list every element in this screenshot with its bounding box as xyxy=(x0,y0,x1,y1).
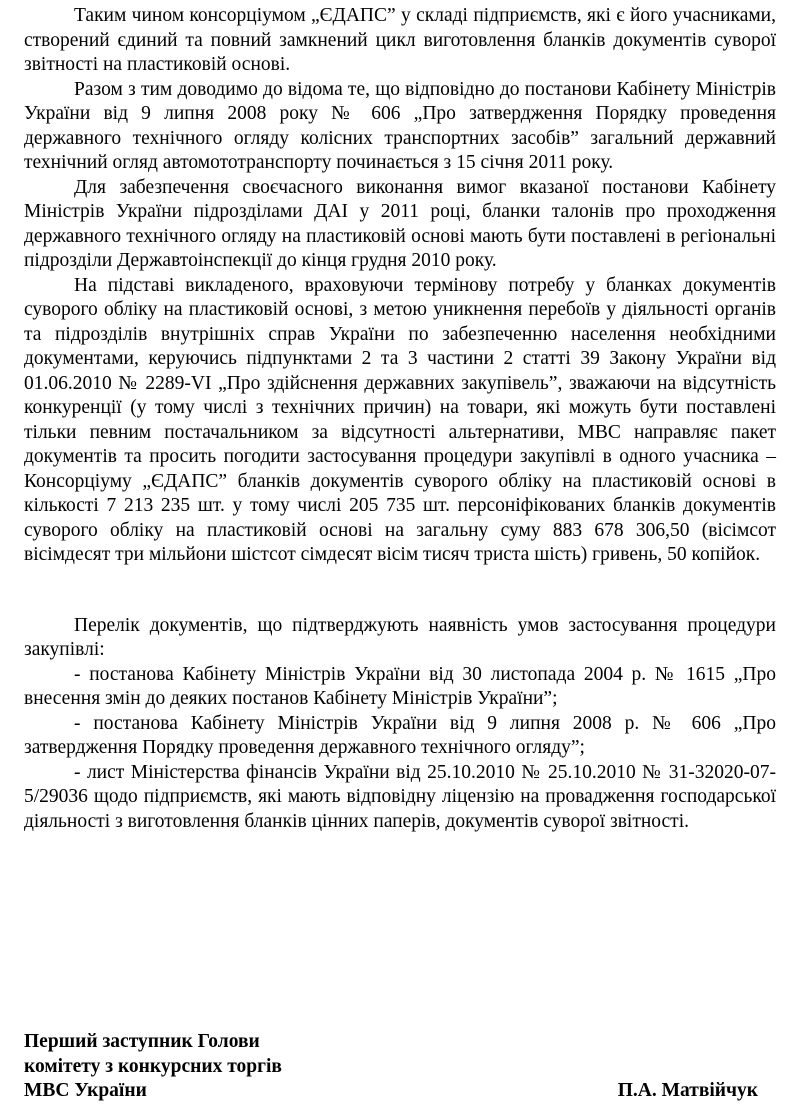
document-list-item: - постанова Кабінету Міністрів України від 9 липня 2008 р. № 606 „Про затвердження Порядку проведення державного технічного огляду”; xyxy=(24,712,776,758)
signature-ministry-line: МВС України xyxy=(24,1080,147,1101)
document-list-item: - лист Міністерства фінансів України від 25.10.2010 № 25.10.2010 № 31-32020-07-5/29036 щодо підприємств, які мають відповідну ліцензію на провадження господарської діяльності з виготовлення бланків цінних паперів, документів суворої звітності. xyxy=(24,761,776,832)
paragraph-gap xyxy=(24,568,776,614)
document-list-item: - постанова Кабінету Міністрів України від 30 листопада 2004 р. № 1615 „Про внесення змін до деяких постанов Кабінету Міністрів України”; xyxy=(24,663,776,709)
paragraph-consortium-cycle: Таким чином консорціумом „ЄДАПС” у складі підприємств, які є його учасниками, створений єдиний та повний замкнений цикл виготовлення бланків документів суворої звітності на пластиковій основі. xyxy=(24,5,776,75)
document-body xyxy=(24,4,776,834)
signature-final-row xyxy=(24,1079,758,1104)
signature-position-line: Перший заступник Голови xyxy=(24,1031,260,1052)
signature-block xyxy=(24,1030,758,1104)
paragraph-inspection-start: Разом з тим доводимо до відома те, що відповідно до постанови Кабінету Міністрів України від 9 липня 2008 року № 606 „Про затвердження Порядку проведення державного технічного огляду колісних транспортних засобів” загальний державний технічний огляд автомототранспорту починається з 15 січня 2011 року. xyxy=(24,78,776,173)
paragraph-delivery-deadline: Для забезпечення своєчасного виконання вимог вказаної постанови Кабінету Міністрів України підрозділами ДАІ у 2011 році, бланки талонів про проходження державного технічного огляду на пластиковій основі мають бути поставлені в регіональні підрозділи Державтоінспекції до кінця грудня 2010 року. xyxy=(24,176,776,271)
signature-committee-line: комітету з конкурсних торгів xyxy=(24,1055,282,1077)
signatory-name: П.А. Матвійчук xyxy=(617,1080,758,1101)
paragraph-procurement-request: На підставі викладеного, враховуючи термінову потребу у бланках документів суворого обліку на пластиковій основі, з метою уникнення перебоїв у діяльності органів та підрозділів внутрішніх справ України по забезпеченню населення необхідними документами, керуючись підпунктами 2 та 3 частини 2 статті 39 Закону України від 01.06.2010 № 2289-VI „Про здійснення державних закупівель”, зважаючи на відсутність конкуренції (у тому числі з технічних причин) на товари, які можуть бути поставлені тільки певним постачальником за відсутності альтернативи, МВС направляє пакет документів та просить погодити застосування процедури закупівлі в одного учасника – Консорціуму „ЄДАПС” бланків документів суворого обліку на пластиковій основі в кількості 7 213 235 шт. у тому числі 205 735 шт. персоніфікованих бланків документів суворого обліку на пластиковій основі на загальну суму 883 678 306,50 (вісімсот вісімдесят три мільйони шістсот сімдесят вісім тисяч триста шість) гривень, 50 копійок. xyxy=(24,274,776,565)
document-list-intro: Перелік документів, що підтверджують наявність умов застосування процедури закупівлі: xyxy=(24,614,776,660)
